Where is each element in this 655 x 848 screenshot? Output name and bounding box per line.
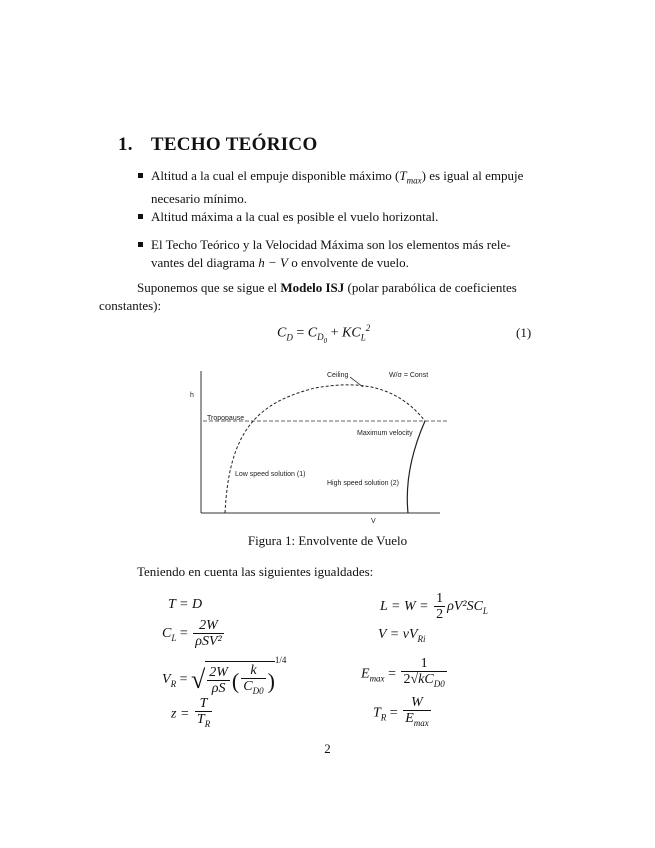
bullet-text: necesario mínimo.	[151, 190, 248, 206]
list-item	[138, 167, 538, 208]
x-axis-label: V	[371, 518, 376, 525]
equation-number: (1)	[516, 325, 532, 340]
equation-1: $C_D = C_{D_0} + KC_L^2$	[277, 323, 371, 346]
formula-tr: $T_R$ = $\frac{W}{E_{max}}$	[373, 695, 429, 728]
bullet-text: ) es igual al empuje	[421, 168, 524, 183]
math-expression: h − V	[258, 255, 288, 270]
section-heading	[118, 134, 318, 156]
list-item	[138, 236, 538, 272]
page-number: 2	[324, 741, 331, 756]
bullet-text: o envolvente de vuelo.	[287, 255, 409, 270]
intro-text: Teniendo en cuenta las siguientes igualdades:	[137, 564, 374, 579]
low-speed-label: Low speed solution (1)	[235, 471, 306, 478]
list-item	[138, 208, 538, 226]
subscript: max	[406, 175, 422, 186]
y-axis-label: h	[190, 392, 194, 399]
max-velocity-label: Maximum velocity	[357, 430, 413, 437]
bullet-marker	[138, 173, 143, 178]
bullet-text: Altitud a la cual el empuje disponible máximo (	[151, 168, 400, 183]
bullet-marker	[138, 214, 143, 219]
section-title: TECHO TEÓRICO	[150, 134, 318, 155]
variable: T	[399, 168, 407, 183]
formula-lift: L = W = $\frac{1}{2}$ $\rho V^2SC_L$	[380, 591, 488, 622]
bold-term: Modelo ISJ	[280, 280, 345, 295]
high-speed-label: High speed solution (2)	[327, 480, 399, 487]
tropopause-label: Tropopause	[207, 415, 245, 422]
bullet-text: vantes del diagrama	[151, 255, 259, 270]
w-const-label: W/σ = Const	[389, 372, 429, 379]
formula-cl: $C_L$ = $\frac{2W}{\text{ρSV²}}$	[162, 618, 222, 649]
formula-t-eq-d: T = D	[168, 597, 203, 612]
paragraph: Suponemos que se sigue el Modelo ISJ (polar parabólica de coeficientes constantes):	[99, 280, 517, 313]
bullet-text: El Techo Teórico y la Velocidad Máxima son los elementos más rele-	[151, 237, 511, 252]
bullet-marker	[138, 242, 143, 247]
flight-envelope-figure	[185, 363, 455, 525]
section-number: 1.	[118, 134, 133, 155]
formula-emax: $E_{max}$ = $\frac{1}{2√kC_{D0}}$	[361, 656, 445, 689]
bullet-text: Altitud máxima a la cual es posible el vuelo horizontal.	[151, 209, 439, 224]
ceiling-label: Ceiling	[327, 372, 349, 379]
formula-z: z = $\frac{T}{T_R}$	[171, 696, 211, 729]
formula-vr: $V_R$ = √ $\frac{2W}{\rho S}$ ( $\frac{k}{C_{D0}}$ )$^{1/4}$	[162, 655, 286, 699]
figure-caption: Figura 1: Envolvente de Vuelo	[247, 533, 408, 548]
envelope-low-speed-curve	[225, 385, 425, 513]
formula-v: $V = vV_{Ri}$	[378, 627, 426, 644]
